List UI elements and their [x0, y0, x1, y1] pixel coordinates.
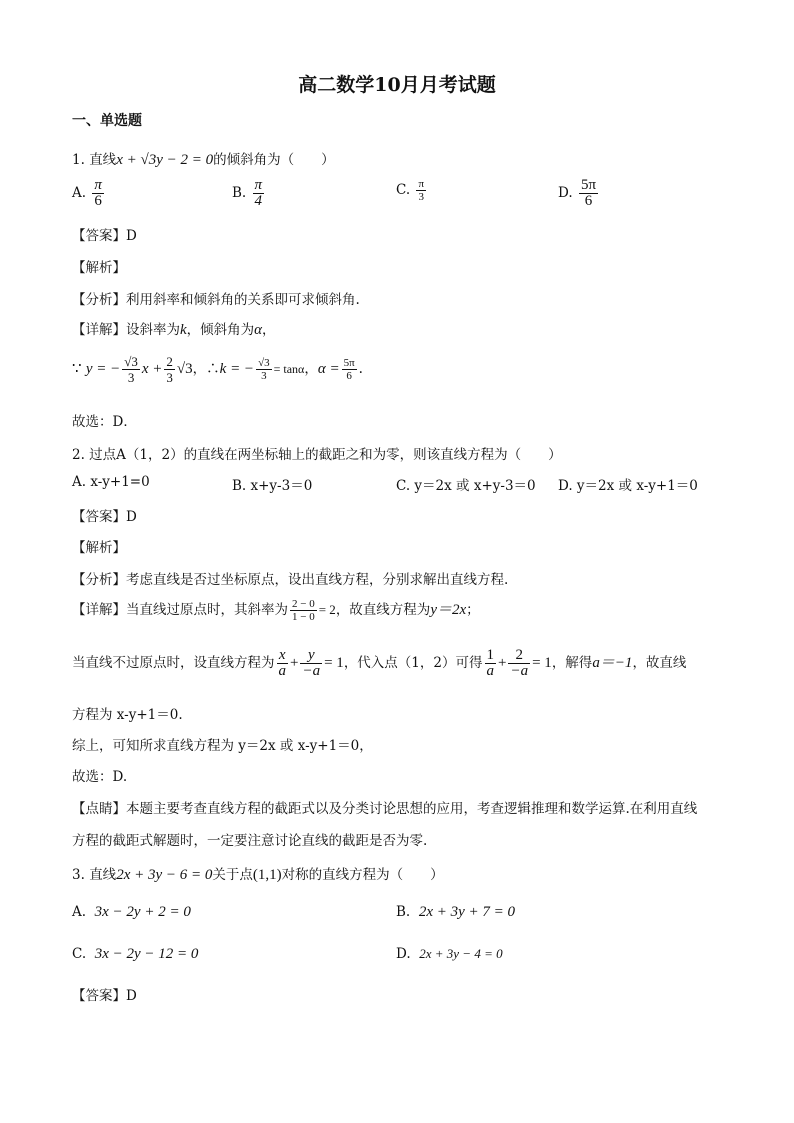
denominator: −a	[510, 663, 529, 679]
fenxi-line	[72, 568, 508, 588]
dianjing-line	[72, 797, 697, 817]
option-d	[558, 178, 600, 209]
solution-equation-line	[72, 354, 363, 385]
numerator: 2 − 0	[292, 598, 315, 610]
text: 当直线不过原点时，设直线方程为	[72, 655, 275, 671]
option-a: A. x-y+1=0	[72, 474, 150, 490]
numerator: x	[277, 648, 289, 664]
question-number: 1.	[72, 152, 85, 168]
stem-text: 的倾斜角为（ ）	[213, 152, 335, 168]
fraction	[253, 178, 265, 209]
numerator: π	[254, 177, 263, 193]
option-letter: B.	[232, 185, 247, 201]
question-2-stem: 2. 过点A（1，2）的直线在两坐标轴上的截距之和为零，则该直线方程为（ ）	[72, 447, 562, 463]
option-d	[396, 946, 503, 962]
option-b: B. x+y-3＝0	[232, 478, 313, 494]
option-letter: A.	[72, 904, 87, 920]
numerator: 5π	[343, 357, 355, 369]
fenxi-text: 考虑直线是否过坐标原点，设出直线方程，分别求解出直线方程.	[126, 572, 509, 588]
option-equation: 2x + 3y + 7 = 0	[418, 904, 515, 920]
answer-value: D	[126, 509, 137, 525]
text: ，	[262, 322, 276, 338]
fraction	[300, 648, 322, 679]
stem-text: 直线	[89, 152, 117, 168]
option-b	[232, 178, 266, 209]
var-alpha: α	[254, 322, 263, 338]
denominator: 1 − 0	[292, 611, 315, 623]
answer-tag: 【答案】	[72, 509, 126, 525]
numerator: √3	[258, 357, 270, 369]
analysis-label: 【解析】	[72, 540, 126, 556]
denominator: 3	[418, 191, 424, 203]
stem-text: 关于点	[212, 867, 253, 883]
stem-text: 对称的直线方程为（ ）	[281, 867, 444, 883]
option-equation: 3x − 2y − 12 = 0	[94, 946, 199, 962]
option-c: C. y＝2x 或 x+y-3＝0	[396, 478, 536, 494]
answer-line	[72, 505, 137, 525]
question-3-stem	[72, 863, 444, 884]
equation: x + √3y − 2 = 0	[116, 152, 214, 168]
text: ，故直线方程为	[335, 602, 431, 618]
denominator: 6	[584, 193, 593, 209]
fraction	[92, 178, 104, 209]
fraction	[579, 178, 598, 209]
option-letter: B.	[396, 904, 411, 920]
equation-part: = 1	[324, 655, 344, 671]
plus: +	[290, 655, 299, 671]
denominator: 3	[261, 370, 267, 382]
text: ；	[466, 602, 480, 618]
fenxi-tag: 【分析】	[72, 292, 126, 308]
denominator: 6	[346, 370, 352, 382]
answer-line	[72, 984, 137, 1004]
option-letter: C.	[72, 946, 87, 962]
fraction	[122, 354, 140, 385]
denominator: 3	[166, 370, 173, 385]
conclusion: 故选：D．	[72, 414, 137, 430]
denominator: 3	[127, 370, 135, 385]
xiangjie-line	[72, 598, 480, 623]
answer-tag: 【答案】	[72, 228, 126, 244]
stem-text: 直线	[89, 867, 117, 883]
equation-part: y = −	[85, 361, 121, 377]
denominator: 6	[94, 193, 102, 209]
denominator: a	[486, 663, 494, 679]
option-equation: 2x + 3y − 4 = 0	[419, 946, 503, 961]
equation: 2x + 3y − 6 = 0	[116, 867, 213, 883]
dianjing-text: 本题主要考查直线方程的截距式以及分类讨论思想的应用，考查逻辑推理和数学运算.在利用直线	[126, 801, 698, 817]
dianjing-line: 方程的截距式解题时，一定要注意讨论直线的截距是否为零.	[72, 833, 428, 849]
denominator: a	[278, 663, 286, 679]
point: (1,1)	[252, 867, 282, 883]
option-a	[72, 178, 106, 209]
option-letter: A.	[72, 185, 87, 201]
fraction	[485, 648, 497, 679]
because-symbol: ∵	[72, 361, 82, 377]
option-equation: 3x − 2y + 2 = 0	[94, 904, 191, 920]
fraction	[277, 648, 289, 679]
equation-part: k = −	[219, 361, 255, 377]
text: ，解得	[551, 655, 593, 671]
numerator: π	[418, 178, 424, 190]
text: .	[358, 361, 363, 377]
equation-part: = tanα	[273, 362, 305, 376]
fraction	[290, 598, 317, 623]
answer-value: D	[126, 988, 137, 1004]
option-c	[72, 946, 198, 963]
xiangjie-tag: 【详解】	[72, 322, 126, 338]
fenxi-tag: 【分析】	[72, 572, 126, 588]
analysis-tag	[72, 256, 126, 276]
plus: +	[498, 655, 507, 671]
fraction	[416, 178, 426, 203]
fraction	[508, 648, 530, 679]
var-k: k	[180, 322, 187, 338]
option-c	[396, 178, 428, 203]
numerator: y	[300, 648, 322, 664]
option-letter: D.	[396, 946, 411, 962]
fenxi-text: 利用斜率和倾斜角的关系即可求倾斜角.	[126, 292, 360, 308]
equation-part: α =	[317, 361, 340, 377]
analysis-tag	[72, 536, 126, 556]
xiangjie-line	[72, 318, 276, 339]
equation-part: = 1	[532, 655, 552, 671]
fenxi-line	[72, 288, 360, 308]
answer-line	[72, 224, 137, 244]
option-d: D. y＝2x 或 x-y+1＝0	[558, 478, 698, 494]
numerator: π	[94, 177, 102, 193]
solution-line	[72, 648, 686, 679]
numerator: 2	[508, 648, 530, 664]
xiangjie-tag: 【详解】	[72, 602, 126, 618]
equation: y＝2x	[430, 602, 467, 618]
option-b	[396, 904, 515, 921]
denominator: 4	[254, 193, 263, 209]
analysis-label: 【解析】	[72, 260, 126, 276]
option-a	[72, 904, 191, 921]
answer-tag: 【答案】	[72, 988, 126, 1004]
dianjing-tag: 【点睛】	[72, 801, 126, 817]
sqrt3: √3	[176, 361, 193, 377]
text: ，倾斜角为	[186, 322, 255, 338]
option-letter: D.	[558, 185, 573, 201]
answer-value: D	[126, 228, 137, 244]
text: ，故直线	[632, 655, 687, 671]
fraction	[256, 357, 272, 382]
option-letter: C.	[396, 182, 411, 198]
numerator: 5π	[580, 177, 597, 193]
conclusion: 故选：D.	[72, 769, 128, 785]
text: ，	[304, 361, 318, 377]
solution-line: 方程为 x-y+1＝0.	[72, 707, 183, 723]
fraction	[342, 357, 357, 382]
page-title: 高二数学10月月考试题	[298, 74, 496, 96]
denominator: −a	[302, 663, 321, 679]
question-1-stem	[72, 148, 335, 169]
section-heading: 一、单选题	[72, 113, 142, 129]
text: ，代入点（1，2）可得	[343, 655, 483, 671]
text: ，∴	[192, 361, 220, 377]
equation-part: = 2	[318, 602, 336, 617]
text: 当直线过原点时，其斜率为	[126, 602, 288, 618]
numerator: 1	[486, 647, 494, 663]
equation-part: x +	[141, 361, 163, 377]
text: 设斜率为	[126, 322, 180, 338]
numerator: 2	[166, 354, 173, 369]
equation: a＝−1	[592, 655, 633, 671]
question-number: 3.	[72, 867, 85, 883]
summary-line: 综上，可知所求直线方程为 y＝2x 或 x-y+1＝0，	[72, 738, 373, 754]
fraction	[164, 354, 175, 385]
numerator: √3	[124, 354, 138, 369]
